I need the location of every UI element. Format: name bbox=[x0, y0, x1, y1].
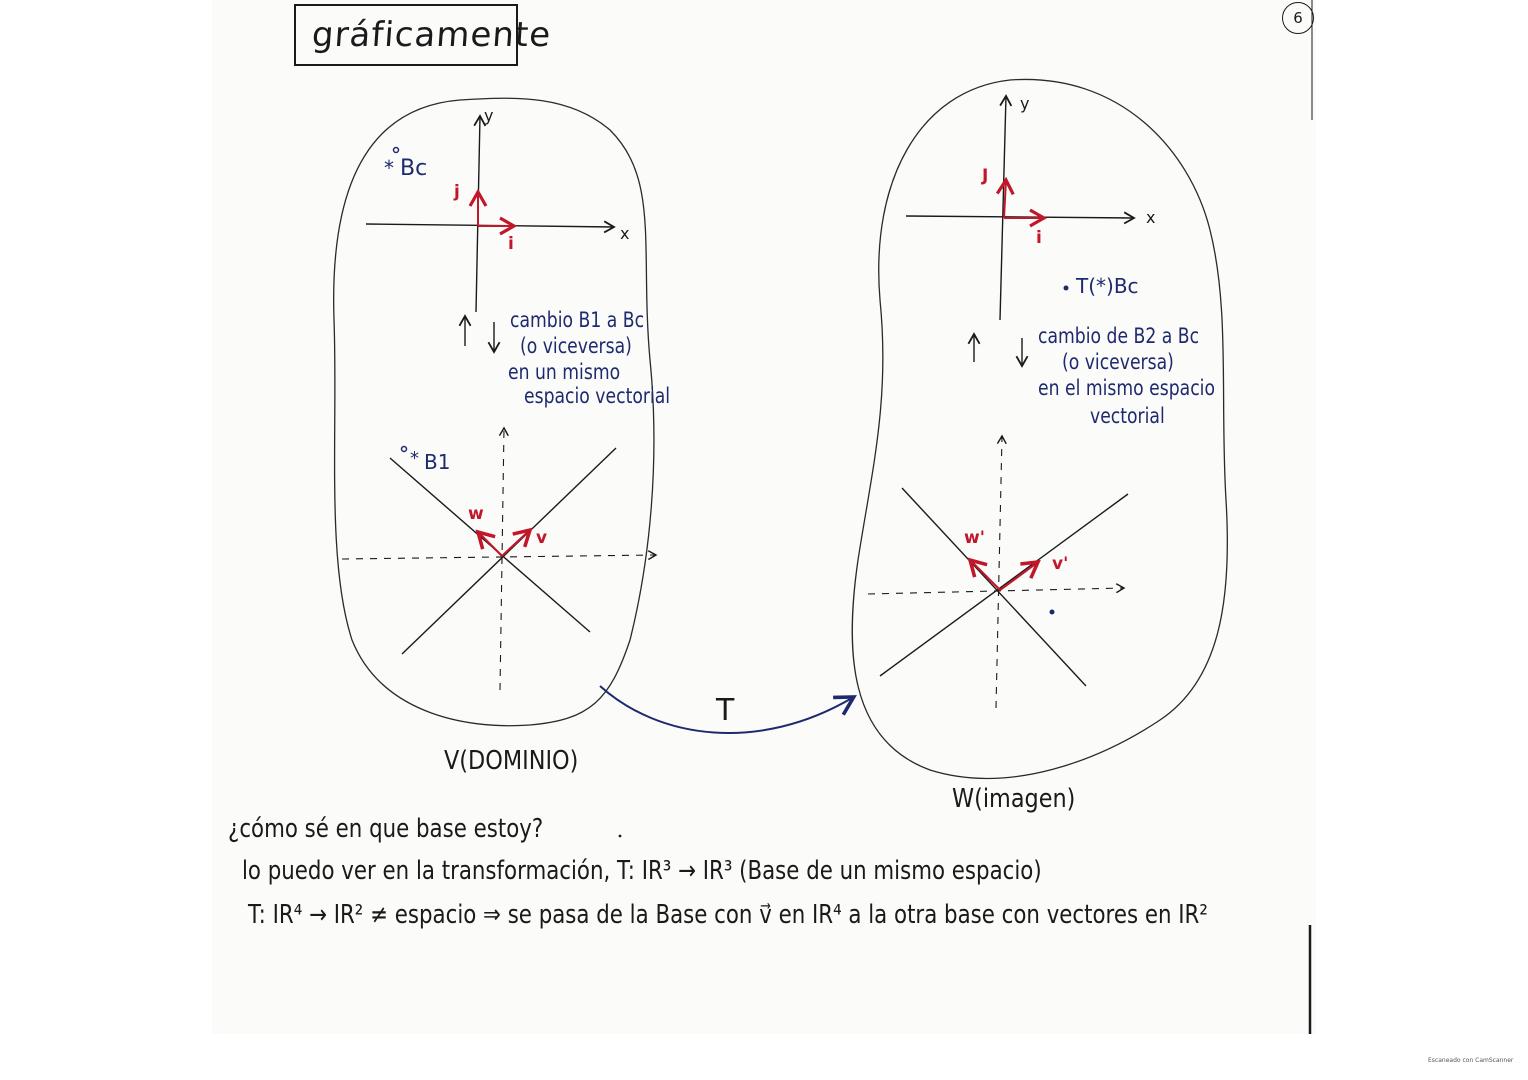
point-marker bbox=[394, 148, 399, 153]
x-axis-label: x bbox=[1146, 208, 1156, 227]
i-label: i bbox=[1036, 228, 1042, 248]
change-note-line: cambio de B2 a Bc bbox=[1038, 324, 1200, 348]
i-label: i bbox=[508, 234, 514, 254]
w-label: w bbox=[468, 504, 484, 524]
j-label: J bbox=[982, 166, 989, 186]
y-axis-label: y bbox=[1020, 94, 1030, 113]
w-prime-label: w' bbox=[964, 528, 985, 548]
image-caption: W(imagen) bbox=[952, 784, 1076, 814]
b1-marker: * bbox=[410, 448, 419, 469]
answer-line-1: lo puedo ver en la transformación, T: IR³ → IR³ (Base de un mismo espacio) bbox=[242, 856, 1042, 886]
scanner-footer: Escaneado con CamScanner bbox=[1428, 1057, 1514, 1064]
change-note-line: en el mismo espacio bbox=[1038, 376, 1215, 400]
ink-dot bbox=[619, 835, 622, 838]
change-note-line: espacio vectorial bbox=[524, 384, 671, 408]
j-vector bbox=[1004, 180, 1006, 218]
t-bc-label: T(*)Bc bbox=[1076, 274, 1139, 298]
page-title: gráficamente bbox=[310, 15, 553, 55]
point-marker bbox=[1064, 286, 1069, 291]
answer-line-2: T: IR⁴ → IR² ≠ espacio ⇒ se pasa de la Base con v⃗ en IR⁴ a la otra base con vectores en IR² bbox=[248, 900, 1208, 930]
w-vector bbox=[478, 532, 502, 556]
question-line: ¿cómo sé en que base estoy? bbox=[228, 814, 544, 844]
change-note-line: cambio B1 a Bc bbox=[510, 308, 645, 332]
bc-label: Bc bbox=[400, 156, 428, 181]
w-prime-vector bbox=[970, 560, 1000, 590]
point-marker bbox=[402, 447, 407, 452]
change-note-line: (o viceversa) bbox=[520, 334, 632, 358]
change-note-line: (o viceversa) bbox=[1062, 350, 1174, 374]
domain-caption: V(DOMINIO) bbox=[444, 746, 579, 776]
v-vector bbox=[502, 530, 530, 556]
b1-label: B1 bbox=[424, 450, 451, 474]
change-note-line: en un mismo bbox=[508, 360, 621, 384]
j-label: j bbox=[454, 182, 460, 202]
transformation-label: T bbox=[716, 693, 735, 728]
bc-marker: * bbox=[384, 156, 394, 180]
v-prime-label: v' bbox=[1052, 554, 1069, 574]
point-marker bbox=[1050, 610, 1055, 615]
image-blob bbox=[852, 79, 1227, 778]
x-axis-label: x bbox=[620, 224, 630, 243]
change-note-line: vectorial bbox=[1090, 404, 1165, 428]
v-prime-vector bbox=[1000, 562, 1038, 590]
v-label: v bbox=[536, 528, 548, 548]
dashed-y-axis bbox=[996, 436, 1002, 708]
page-number: 6 bbox=[1282, 2, 1314, 34]
y-axis-label: y bbox=[484, 106, 494, 125]
domain-blob bbox=[334, 98, 654, 726]
basis-line bbox=[902, 488, 1086, 686]
basis-line bbox=[880, 494, 1128, 676]
dashed-x-axis bbox=[342, 555, 656, 559]
